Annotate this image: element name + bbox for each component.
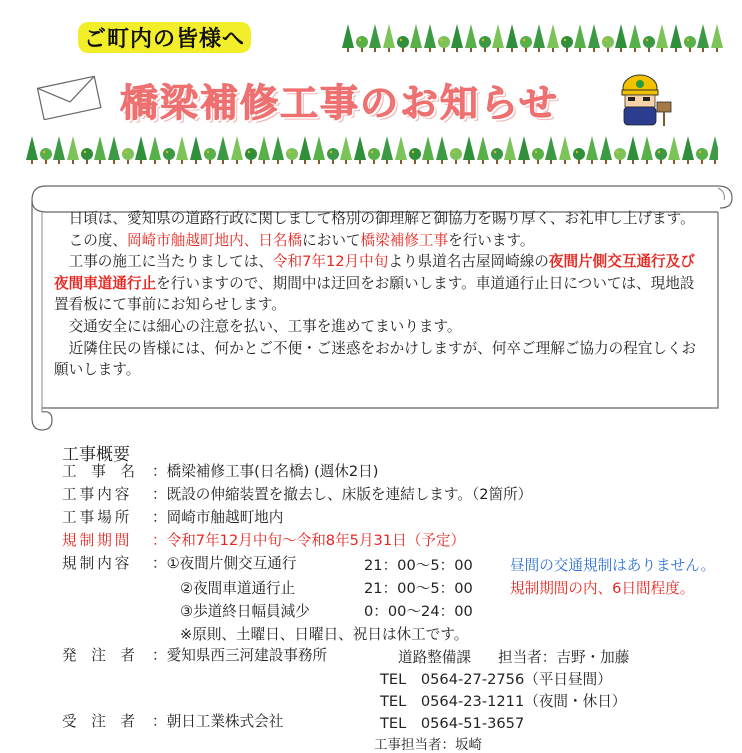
tree-icon <box>422 136 434 164</box>
client-person: 担当者：吉野・加藤 <box>498 649 630 666</box>
tree-icon <box>286 148 298 164</box>
tree-icon <box>602 36 614 52</box>
tree-decoration <box>338 20 728 56</box>
tree-icon <box>533 24 545 52</box>
tree-icon <box>643 36 655 52</box>
tree-icon <box>711 24 723 52</box>
tree-icon <box>108 136 120 164</box>
location-highlight: 岡崎市舳越町地内、日名橋 <box>126 231 303 249</box>
row-value: ：既設の伸縮装置を撤去し、床版を連結します。（2箇所） <box>152 486 533 503</box>
tree-icon <box>479 36 491 52</box>
tree-icon <box>492 24 504 52</box>
regulation-note: ※原則、土曜日、日曜日、祝日は休工です。 <box>180 626 469 643</box>
tree-icon <box>561 36 573 52</box>
tree-icon <box>656 24 668 52</box>
tree-icon <box>670 24 682 52</box>
paragraph-greeting: 日頃は、愛知県の道路行政に関しまして格別の御理解と御協力を賜り厚く、お礼申し上げます。 <box>68 210 695 227</box>
tree-icon <box>682 136 694 164</box>
summary-row-client <box>62 646 327 666</box>
tree-icon <box>272 136 284 164</box>
tree-icon <box>491 148 503 164</box>
row-label: 発 注 者 <box>62 647 135 664</box>
row-label: 受 注 者 <box>62 713 135 730</box>
tree-icon <box>477 136 489 164</box>
tree-icon <box>356 36 368 52</box>
tree-icon <box>395 136 407 164</box>
tree-icon <box>668 136 680 164</box>
tree-icon <box>588 24 600 52</box>
tree-icon <box>327 148 339 164</box>
notice-body <box>54 208 706 381</box>
tree-icon <box>520 36 532 52</box>
tree-icon <box>641 136 653 164</box>
work-highlight: 橋梁補修工事 <box>360 231 449 249</box>
tree-icon <box>574 24 586 52</box>
tree-icon <box>697 24 709 52</box>
phone-contractor: TEL 0564-51-3657 <box>380 715 525 732</box>
tree-icon <box>627 136 639 164</box>
phone-daytime: TEL 0564-27-2756（平日昼間） <box>380 671 612 688</box>
row-label: 工事内容 <box>62 486 133 503</box>
regulation-1-time: 21：00～5：00 <box>364 557 473 574</box>
client-department: 道路整備課 <box>398 649 471 666</box>
tree-icon <box>204 148 216 164</box>
tree-icon <box>40 148 52 164</box>
tree-icon <box>163 148 175 164</box>
paragraph-safety: 交通安全には細心の注意を払い、工事を進めてまいります。 <box>68 317 462 335</box>
regulation-3-name: ③歩道終日幅員減少 <box>180 603 310 620</box>
tree-icon <box>532 148 544 164</box>
tree-icon <box>600 136 612 164</box>
tree-icon <box>245 148 257 164</box>
tree-icon <box>369 24 381 52</box>
tree-icon <box>436 136 448 164</box>
row-value: ：令和7年12月中旬～令和8年5月31日（予定） <box>152 532 466 549</box>
tree-icon <box>94 136 106 164</box>
tree-icon <box>463 136 475 164</box>
tree-icon <box>684 36 696 52</box>
text-span: この度、 <box>68 231 127 249</box>
regulation-3-time: 0：00～24：00 <box>364 603 473 620</box>
greeting-banner: ご町内の皆様へ <box>78 22 251 53</box>
row-label: 規制期間 <box>62 532 133 549</box>
paragraph-location <box>54 230 706 252</box>
regulation-highlight: 夜間片側交互通行及び夜間車道通行止 <box>54 253 695 292</box>
tree-icon <box>614 148 626 164</box>
summary-row-name <box>62 462 378 482</box>
text-span: を行いますので、期間中は迂回をお願いします。車道通行止日については、現地設置看板にて事前にお知らせします。 <box>54 274 695 314</box>
tree-row-bottom <box>22 132 718 168</box>
tree-icon <box>176 136 188 164</box>
tree-icon <box>506 24 518 52</box>
tree-icon <box>368 148 380 164</box>
summary-row-contractor <box>62 712 283 732</box>
regulation-1-note: 昼間の交通規制はありません。 <box>510 557 716 574</box>
tree-icon <box>231 136 243 164</box>
tree-icon <box>122 148 134 164</box>
tree-icon <box>135 136 147 164</box>
tree-icon <box>383 24 395 52</box>
contractor-person: 工事担当者：坂崎 <box>374 737 482 753</box>
regulation-1-name: ：①夜間片側交互通行 <box>152 555 297 572</box>
tree-icon <box>547 24 559 52</box>
regulation-2-name: ②夜間車道通行止 <box>180 580 296 597</box>
tree-icon <box>258 136 270 164</box>
tree-icon <box>67 136 79 164</box>
text-span: 工事の施工に当たりましては、 <box>68 253 273 271</box>
tree-icon <box>299 136 311 164</box>
tree-icon <box>438 36 450 52</box>
row-label: 工事場所 <box>62 509 133 526</box>
row-value: ：岡崎市舳越町地内 <box>152 509 284 526</box>
row-label: 工 事 名 <box>62 463 135 480</box>
text-span: より県道名古屋岡崎線の <box>388 253 549 271</box>
tree-icon <box>709 136 718 164</box>
date-highlight: 令和7年12月中旬 <box>272 253 389 271</box>
tree-icon <box>504 136 516 164</box>
tree-icon <box>450 148 462 164</box>
tree-icon <box>465 24 477 52</box>
tree-icon <box>217 136 229 164</box>
summary-row-regulation <box>62 554 296 574</box>
row-value: ：橋梁補修工事(日名橋) (週休2日) <box>152 463 379 480</box>
summary-row-period <box>62 531 465 551</box>
row-label: 規制内容 <box>62 555 133 572</box>
tree-icon <box>410 24 422 52</box>
tree-icon <box>573 148 585 164</box>
tree-icon <box>313 136 325 164</box>
tree-icon <box>190 136 202 164</box>
summary-row-place <box>62 508 283 528</box>
tree-icon <box>149 136 161 164</box>
envelope-icon <box>34 74 104 120</box>
tree-icon <box>26 136 38 164</box>
tree-icon <box>81 148 93 164</box>
tree-icon <box>340 136 352 164</box>
text-span: を行います。 <box>448 231 535 249</box>
tree-icon <box>518 136 530 164</box>
paragraph-schedule <box>54 251 706 316</box>
summary-title: 工事概要 <box>62 445 130 465</box>
tree-icon <box>629 24 641 52</box>
tree-icon <box>381 136 393 164</box>
tree-icon <box>397 36 409 52</box>
tree-icon <box>586 136 598 164</box>
tree-icon <box>342 24 354 52</box>
row-value: ：朝日工業株式会社 <box>152 713 284 730</box>
tree-icon <box>696 148 708 164</box>
regulation-2-note: 規制期間の内、6日間程度。 <box>510 580 695 597</box>
tree-icon <box>53 136 65 164</box>
tree-icon <box>354 136 366 164</box>
paragraph-apology: 近隣住民の皆様には、何かとご不便・ご迷惑をおかけしますが、何卒ご理解ご協力の程宜しくお願いします。 <box>54 339 697 379</box>
text-span: において <box>302 231 361 249</box>
tree-icon <box>615 24 627 52</box>
tree-icon <box>545 136 557 164</box>
phone-night: TEL 0564-23-1211（夜間・休日） <box>380 693 627 710</box>
row-value: ：愛知県西三河建設事務所 <box>152 647 328 664</box>
regulation-2-time: 21：00～5：00 <box>364 580 473 597</box>
tree-decoration <box>22 132 718 168</box>
summary-row-content <box>62 485 532 505</box>
tree-icon <box>424 24 436 52</box>
tree-icon <box>559 136 571 164</box>
tree-icon <box>451 24 463 52</box>
page-title: 橋梁補修工事のお知らせ <box>120 81 559 125</box>
tree-icon <box>655 148 667 164</box>
tree-icon <box>409 148 421 164</box>
tree-row-top <box>338 20 728 56</box>
construction-worker-icon <box>612 66 676 132</box>
